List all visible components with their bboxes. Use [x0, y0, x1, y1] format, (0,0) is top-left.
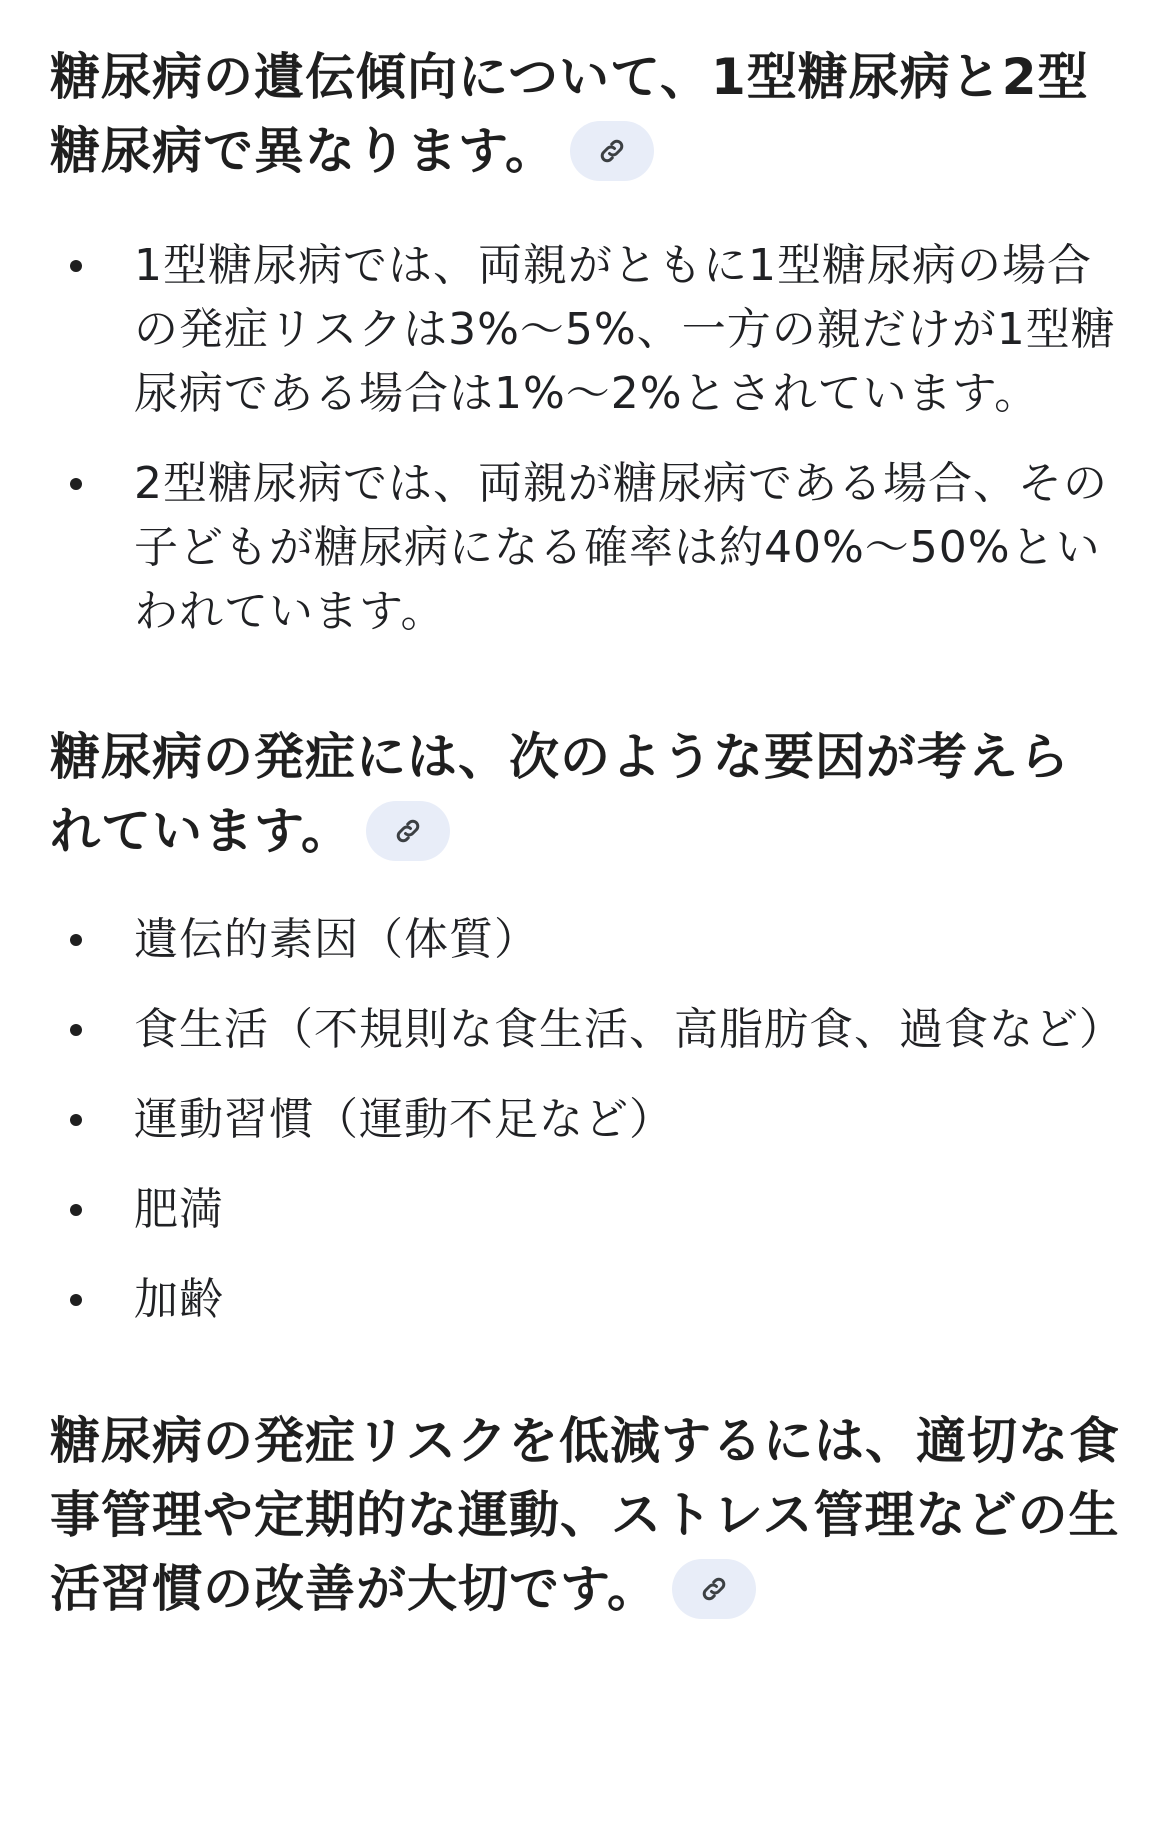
- list-item-text: 加齢: [134, 1274, 224, 1325]
- paragraph-risk-reduction: [50, 1404, 1120, 1626]
- bullet-dot: [70, 1294, 82, 1306]
- link-icon: [597, 136, 627, 166]
- link-icon: [699, 1574, 729, 1604]
- list-item: [50, 998, 1124, 1062]
- source-link-button[interactable]: [366, 801, 450, 861]
- paragraph-text: 糖尿病の発症には、次のような要因が考えられています。: [50, 728, 1070, 860]
- bullet-dot: [70, 1204, 82, 1216]
- paragraph-genetic-tendency: [50, 40, 1120, 188]
- list-item: [50, 1268, 1120, 1332]
- source-link-button[interactable]: [672, 1559, 756, 1619]
- genetic-risk-list: [50, 234, 1120, 644]
- list-item: [50, 1178, 1120, 1242]
- paragraph-onset-factors: [50, 720, 1120, 868]
- link-icon: [393, 816, 423, 846]
- list-item: [50, 452, 1120, 644]
- list-item-text: 1型糖尿病では、両親がともに1型糖尿病の場合の発症リスクは3%〜5%、一方の親だけが1型糖尿病である場合は1%〜2%とされています。: [134, 240, 1116, 419]
- list-item: [50, 908, 1120, 972]
- list-item-text: 食生活（不規則な食生活、高脂肪食、過食など）: [134, 1004, 1124, 1055]
- bullet-dot: [70, 934, 82, 946]
- list-item: [50, 1088, 1120, 1152]
- list-item-text: 肥満: [134, 1184, 224, 1235]
- paragraph-text: 糖尿病の遺伝傾向について、1型糖尿病と2型糖尿病で異なります。: [50, 48, 1089, 180]
- source-link-button[interactable]: [570, 121, 654, 181]
- bullet-dot: [70, 1114, 82, 1126]
- bullet-dot: [70, 1024, 82, 1036]
- risk-factor-list: [50, 908, 1124, 1332]
- list-item-text: 遺伝的素因（体質）: [134, 914, 539, 965]
- list-item: [50, 234, 1120, 426]
- bullet-dot: [70, 478, 82, 490]
- list-item-text: 2型糖尿病では、両親が糖尿病である場合、その子どもが糖尿病になる確率は約40%〜50%といわれています。: [134, 458, 1108, 637]
- list-item-text: 運動習慣（運動不足など）: [134, 1094, 674, 1145]
- bullet-dot: [70, 260, 82, 272]
- paragraph-text: 糖尿病の発症リスクを低減するには、適切な食事管理や定期的な運動、ストレス管理などの生活習慣の改善が大切です。: [50, 1412, 1120, 1618]
